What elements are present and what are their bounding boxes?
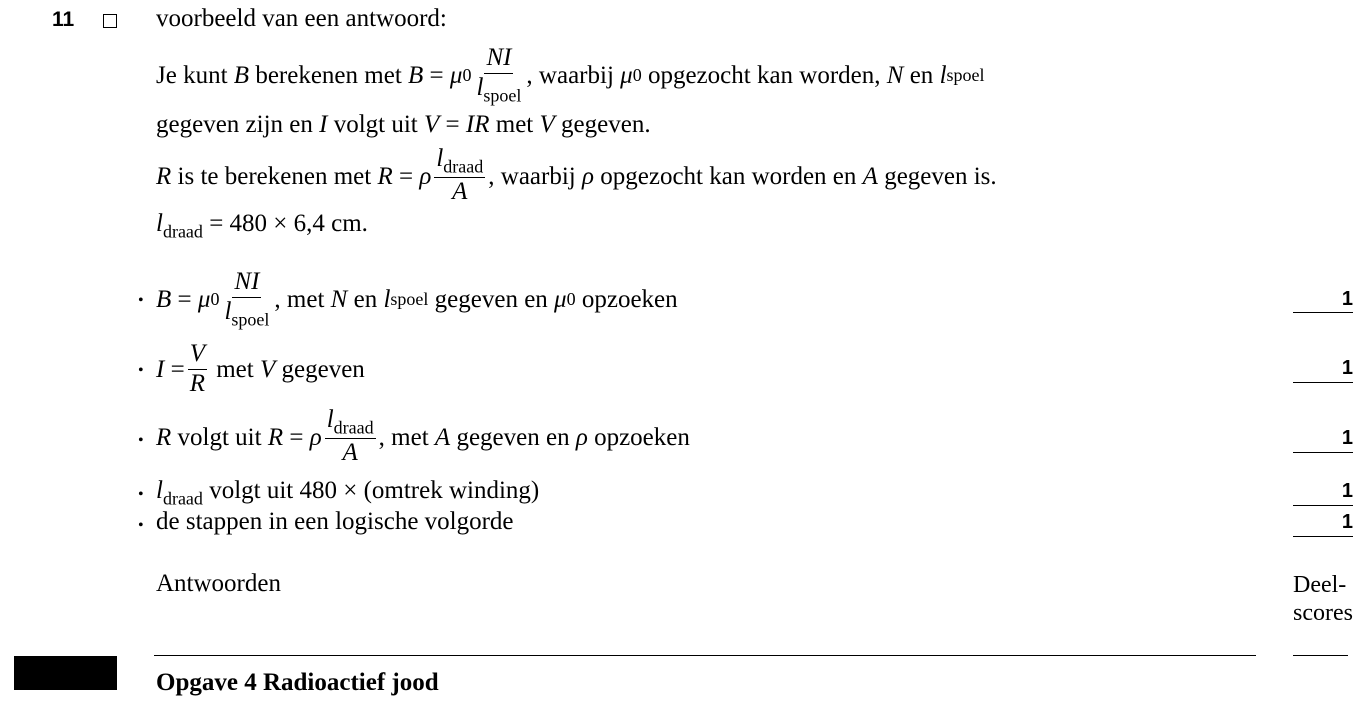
criterion-4: $l_{draad}$ volgt uit 480 × (omtrek winding) [156, 477, 540, 509]
score-column-divider [1293, 655, 1348, 656]
criterion-1: B = μ 0 $\frac{NI}{l_{spoel}}$ , met N en l spoel gegeven en μ 0 opzoeken [156, 268, 678, 329]
deel-scores-label: Deel- scores [1293, 572, 1353, 626]
formula-r-fraction: $\frac{l_{draad}}{A}$ [436, 145, 484, 206]
criterion-2: I = $\frac{V}{R}$ met V gegeven [156, 340, 365, 397]
next-section-title: Opgave 4 Radioactief jood [156, 669, 439, 696]
checkbox-icon[interactable] [103, 14, 117, 28]
bullet-icon: • [138, 486, 144, 503]
explanation-line-4: $l_{draad} = 480 \times 6,4$ cm. [156, 210, 368, 242]
score-3: 1 [1341, 427, 1353, 449]
score-1: 1 [1341, 288, 1353, 310]
bullet-icon: • [138, 362, 144, 379]
section-marker-box [14, 656, 117, 690]
intro-text: voorbeeld van een antwoord: [156, 5, 447, 32]
score-divider [1293, 312, 1353, 313]
explanation-line-3: R is te berekenen met R = ρ $\frac{l_{draad}}{A}$ , waarbij ρ opgezocht kan worden en A gegeven is. [156, 145, 997, 206]
formula-b-fraction: $\frac{NI}{l_{spoel}}$ [476, 44, 522, 105]
answers-label: Antwoorden [156, 570, 281, 597]
explanation-line-2: gegeven zijn en I volgt uit V = IR met V gegeven. [156, 111, 651, 138]
section-divider [154, 655, 1256, 656]
explanation-line-1: Je kunt B berekenen met B = μ 0 $\frac{NI}{l_{spoel}}$ , waarbij μ 0 opgezocht kan worden, N en l spoel [156, 44, 985, 105]
score-divider [1293, 505, 1353, 506]
criterion-5: de stappen in een logische volgorde [156, 508, 514, 535]
bullet-icon: • [138, 292, 144, 309]
bullet-icon: • [138, 432, 144, 449]
score-5: 1 [1341, 511, 1353, 533]
score-divider [1293, 536, 1353, 537]
criterion-3: R volgt uit R = ρ $\frac{l_{draad}}{A}$ , met A gegeven en ρ opzoeken [156, 406, 690, 467]
score-divider [1293, 382, 1353, 383]
score-2: 1 [1341, 357, 1353, 379]
question-number: 11 [52, 8, 75, 31]
score-divider [1293, 452, 1353, 453]
bullet-icon: • [138, 517, 144, 534]
score-4: 1 [1341, 480, 1353, 502]
